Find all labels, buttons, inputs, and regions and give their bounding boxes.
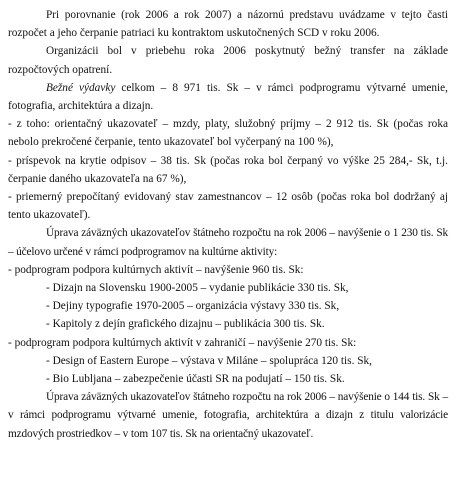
paragraph-cultural-activities: - podprogram podpora kultúrnych aktivít – navýšenie 960 tis. Sk: — [8, 263, 304, 276]
list-item: - Kapitoly z dejín grafického dizajnu – publikácia 300 tis. Sk. — [46, 318, 325, 331]
paragraph-budget-increase-144: Úprava záväzných ukazovateľov štátneho rozpočtu na rok 2006 – navýšenie o 144 tis. Sk – v rámci podprogramu výtvarné umenie, fotografia, architektúra a dizajn z titulu valorizácie mzdových prostriedkov – v tom 107 tis. Sk na orientačný ukazovateľ. — [8, 391, 448, 440]
paragraph-current-expenses — [8, 79, 448, 115]
paragraph-staff-count: - priemerný prepočítaný evidovaný stav zamestnancov – 12 osôb (počas roka bol dodržaný aj tento ukazovateľ). — [8, 191, 448, 222]
paragraph-wages-indicator: - z toho: orientačný ukazovateľ – mzdy, platy, služobný príjmy – 2 912 tis. Sk (počas roka nebolo prekročené čerpanie, tento ukazovateľ bol vyčerpaný na 100 %), — [8, 118, 448, 149]
paragraph-depreciation: - príspevok na krytie odpisov – 38 tis. Sk (počas roka bol čerpaný vo výške 25 284,- Sk, t.j. čerpanie daného ukazovateľa na 67 %), — [8, 154, 448, 185]
paragraph-transfer: Organizácii bol v priebehu roka 2006 poskytnutý bežný transfer na základe rozpočtových opatrení. — [8, 45, 448, 76]
paragraph-budget-increase-1230: Úprava záväzných ukazovateľov štátneho rozpočtu na rok 2006 – navýšenie o 1 230 tis. Sk – účelovo určené v rámci podprogramov na kultúrne aktivity: — [8, 227, 448, 258]
current-expenses-text: celkom – 8 971 tis. Sk – v rámci podprogramu výtvarné umenie, fotografia, architektúra a dizajn. — [8, 81, 448, 113]
list-item: - Dizajn na Slovensku 1900-2005 – vydanie publikácie 330 tis. Sk, — [46, 282, 349, 295]
list-item: - Dejiny typografie 1970-2005 – organizácia výstavy 330 tis. Sk, — [46, 300, 340, 313]
paragraph-cultural-activities-abroad: - podprogram podpora kultúrnych aktivít v zahraničí – navýšenie 270 tis. Sk: — [8, 336, 357, 349]
list-item: - Design of Eastern Europe – výstava v Miláne – spolupráca 120 tis. Sk, — [46, 354, 372, 367]
current-expenses-label: Bežné výdavky — [46, 81, 116, 94]
list-item: - Bio Lubljana – zabezpečenie účasti SR na podujatí – 150 tis. Sk. — [46, 373, 345, 386]
paragraph-comparison-intro: Pri porovnanie (rok 2006 a rok 2007) a názornú predstavu uvádzame v tejto časti rozpočet a jeho čerpanie patriaci ku kontraktom uskutočnených SCD v roku 2006. — [8, 9, 448, 40]
